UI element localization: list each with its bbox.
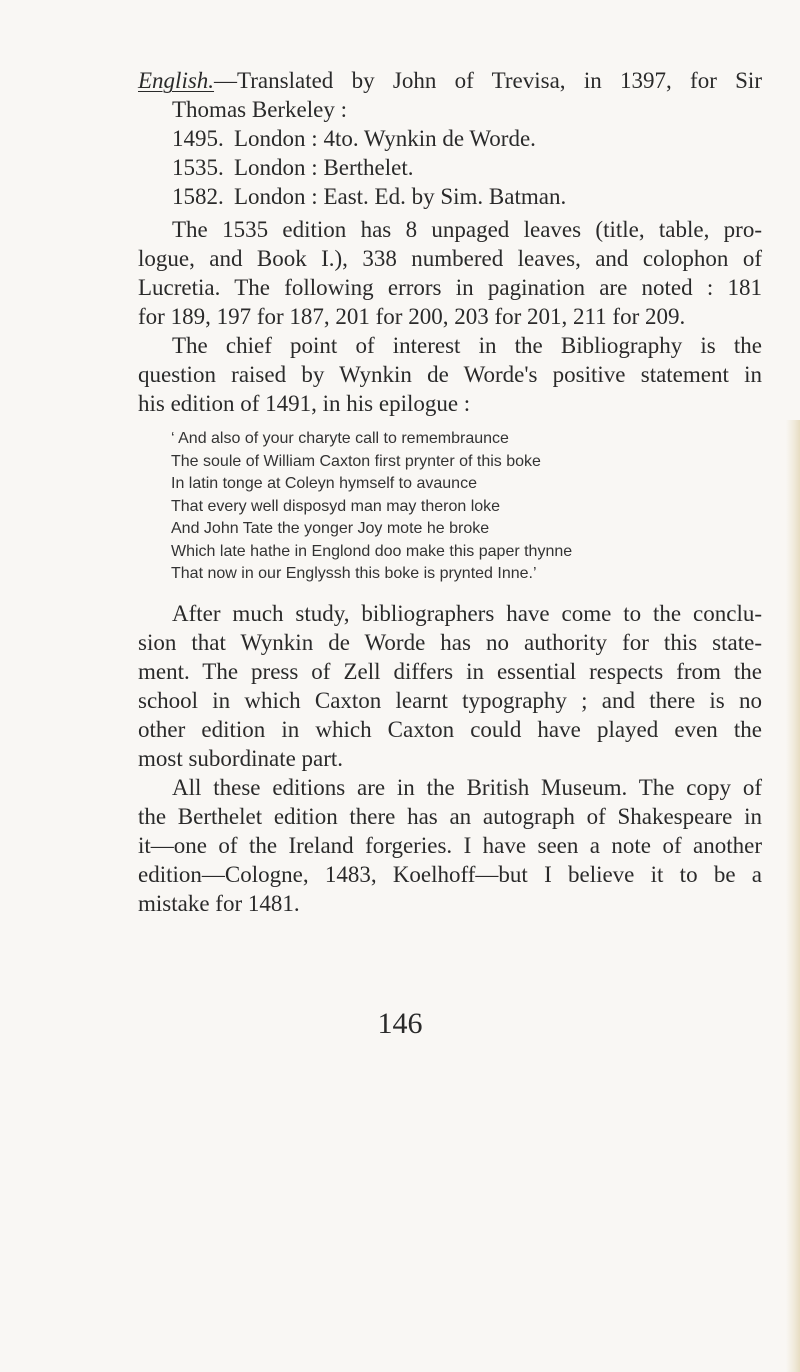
edition-text: London : 4to. Wynkin de Worde.: [234, 126, 536, 151]
edition-year: 1495.: [172, 126, 224, 151]
quote-line: The soule of William Caxton first prynter of this boke: [171, 452, 541, 470]
edition-year: 1535.: [172, 155, 224, 180]
edition-text: London : Berthelet.: [234, 155, 414, 180]
paragraph-line: edition—Cologne, 1483, Koelhoff—but I believe it to be a: [138, 861, 762, 887]
edition-item: [138, 182, 762, 211]
paragraph-line: logue, and Book I.), 338 numbered leaves, and colophon of: [138, 246, 762, 271]
paragraph-line: Lucretia. The following errors in pagination are noted : 181: [138, 275, 762, 300]
paragraph-line: The chief point of interest in the Bibliography is the: [172, 333, 762, 358]
intro-line-1-text: —Translated by John of Trevisa, in 1397, for Sir: [214, 68, 762, 93]
quote-line: That every well disposyd man may theron loke: [171, 497, 501, 515]
paragraph-3: [138, 599, 762, 773]
paragraph-line: for 189, 197 for 187, 201 for 200, 203 for 201, 211 for 209.: [138, 304, 686, 329]
paragraph-2: [138, 331, 762, 418]
paragraph-line: sion that Wynkin de Worde has no authority for this state-: [138, 629, 762, 655]
paragraph-1: [138, 215, 762, 331]
edition-item: [138, 124, 762, 153]
paragraph-line: his edition of 1491, in his epilogue :: [138, 391, 471, 416]
paragraph-line: question raised by Wynkin de Worde's positive statement in: [138, 362, 762, 387]
paragraph-line: most subordinate part.: [138, 745, 344, 771]
paragraph-line: After much study, bibliographers have come to the conclu-: [172, 600, 762, 626]
quote-line: In latin tonge at Coleyn hymself to avaunce: [171, 475, 477, 492]
page-body: [138, 66, 762, 918]
paragraph-line: other edition in which Caxton could have played even the: [138, 716, 762, 742]
edition-item: [138, 153, 762, 182]
quote-line: And John Tate the yonger Joy mote he broke: [171, 520, 490, 537]
quote-line: Which late hathe in Englond doo make this paper thynne: [171, 542, 573, 560]
paragraph-4: [138, 773, 762, 918]
quote-line: That now in our Englyssh this boke is prynted Inne.’: [171, 565, 537, 582]
paragraph-line: All these editions are in the British Museum. The copy of: [172, 774, 762, 800]
page-edge-stain: [786, 420, 800, 1372]
paragraph-line: the Berthelet edition there has an autograph of Shakespeare in: [138, 803, 762, 829]
editions-list: [138, 124, 762, 211]
epilogue-quote: [171, 428, 762, 586]
edition-year: 1582.: [172, 184, 224, 209]
intro-line-2: Thomas Berkeley :: [172, 97, 348, 122]
paragraph-line: ment. The press of Zell differs in essential respects from the: [138, 658, 762, 684]
paragraph-line: school in which Caxton learnt typography ; and there is no: [138, 687, 762, 713]
intro-line-1: [138, 66, 762, 95]
page-number: 146: [377, 1007, 423, 1040]
quote-line: ‘ And also of your charyte call to remembraunce: [171, 430, 509, 447]
edition-text: London : East. Ed. by Sim. Batman.: [234, 184, 567, 209]
section-label: English.: [138, 68, 215, 93]
paragraph-line: The 1535 edition has 8 unpaged leaves (title, table, pro-: [172, 217, 762, 242]
paragraph-line: mistake for 1481.: [138, 890, 300, 916]
paragraph-line: it—one of the Ireland forgeries. I have seen a note of another: [138, 832, 762, 858]
